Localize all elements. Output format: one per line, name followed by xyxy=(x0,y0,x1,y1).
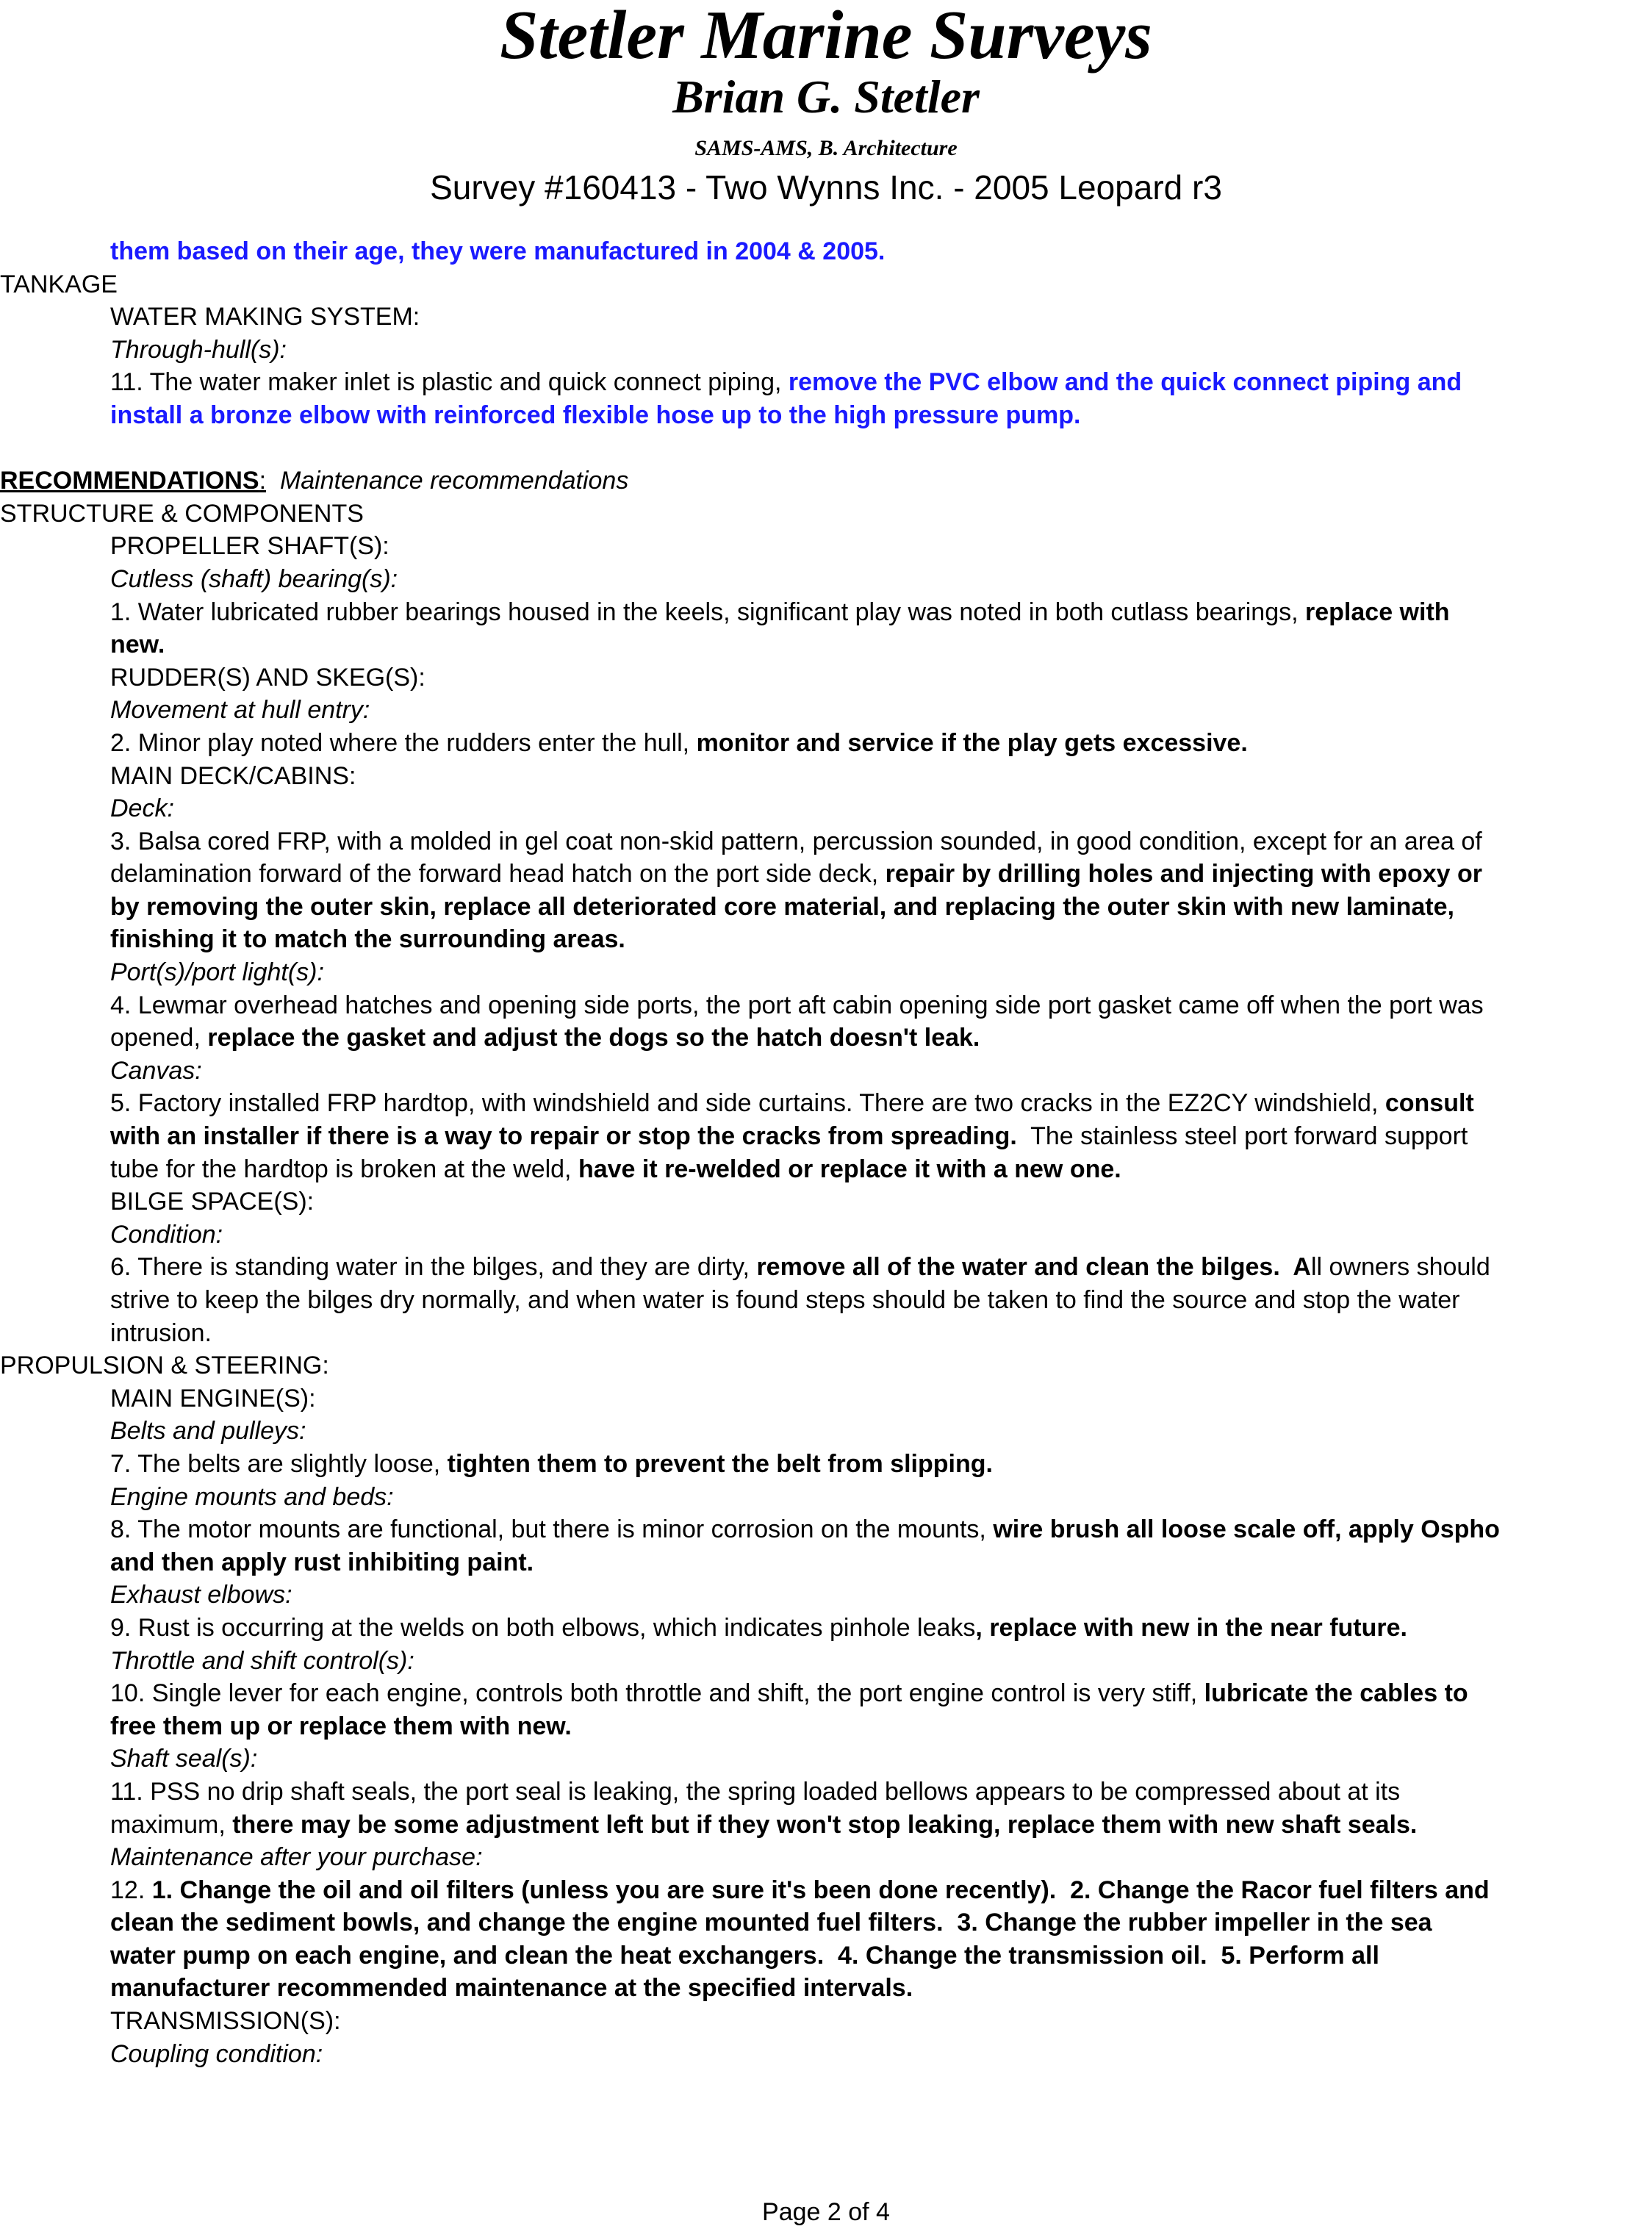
report-line xyxy=(0,1677,1652,1710)
heading-colon: : xyxy=(259,467,267,495)
finding-text: delamination forward of the forward head hatch on the port side deck, xyxy=(110,860,886,889)
recommendation-text: wire brush all loose scale off, apply Ospho xyxy=(993,1515,1500,1544)
item-heading: Coupling condition: xyxy=(110,2039,323,2068)
report-line xyxy=(0,235,1652,268)
item-heading: Shaft seal(s): xyxy=(110,1745,258,1773)
subsection-heading: WATER MAKING SYSTEM: xyxy=(110,303,420,331)
report-line xyxy=(0,1612,1652,1645)
recommendations-heading xyxy=(0,464,1652,498)
recommendation-text: replace with xyxy=(1305,597,1450,626)
recommendation-text: remove the PVC elbow and the quick connect piping and xyxy=(788,368,1462,397)
report-line xyxy=(0,1251,1652,1284)
finding-text: 11. The water maker inlet is plastic and quick connect piping, xyxy=(110,368,789,397)
finding-text: opened, xyxy=(110,1024,208,1052)
finding-text: 3. Balsa cored FRP, with a molded in gel coat non-skid pattern, percussion sounded, in good condition, except for an area of xyxy=(110,827,1482,855)
item-heading: Movement at hull entry: xyxy=(110,696,370,725)
finding-text: strive to keep the bilges dry normally, and when water is found steps should be taken to find the source and stop the water xyxy=(110,1286,1460,1314)
item-heading: Belts and pulleys: xyxy=(110,1417,306,1446)
finding-text: ll owners should xyxy=(1310,1253,1490,1282)
report-line xyxy=(0,1809,1652,1842)
finding-text: 5. Factory installed FRP hardtop, with windshield and side curtains. There are two cracks in the EZ2CY windshield, xyxy=(110,1089,1385,1118)
subsection-heading: TRANSMISSION(S): xyxy=(110,2007,341,2036)
recommendation-text: install a bronze elbow with reinforced flexible hose up to the high pressure pump. xyxy=(110,401,1081,429)
section-heading: STRUCTURE & COMPONENTS xyxy=(0,499,364,528)
subsection-heading: PROPELLER SHAFT(S): xyxy=(110,532,389,561)
recommendation-text: remove all of the water and clean the bilges. A xyxy=(756,1253,1311,1282)
item-heading: Canvas: xyxy=(110,1056,202,1085)
item-heading: Condition: xyxy=(110,1220,223,1249)
finding-text: 10. Single lever for each engine, controls both throttle and shift, the port engine control is very stiff, xyxy=(110,1679,1204,1708)
finding-text: 6. There is standing water in the bilges, and they are dirty, xyxy=(110,1253,757,1282)
recommendation-text: them based on their age, they were manufactured in 2004 & 2005. xyxy=(110,237,886,265)
report-line xyxy=(0,366,1652,399)
report-line xyxy=(0,727,1652,760)
survey-title: Survey #160413 - Two Wynns Inc. - 2005 Leopard r3 xyxy=(430,168,1222,207)
report-line xyxy=(0,1448,1652,1481)
item-heading: Deck: xyxy=(110,794,174,823)
recommendation-text: new. xyxy=(110,631,165,659)
finding-text: tube for the hardtop is broken at the weld, xyxy=(110,1155,578,1183)
report-line xyxy=(0,1022,1652,1055)
recommendation-text: and then apply rust inhibiting paint. xyxy=(110,1548,534,1576)
recommendation-text: clean the sediment bowls, and change the engine mounted fuel filters. 3. Change the rubber impeller in the sea xyxy=(110,1909,1432,1937)
finding-text: 7. The belts are slightly loose, xyxy=(110,1449,448,1478)
recommendation-text: , replace with new in the near future. xyxy=(975,1613,1407,1642)
recommendation-text: manufacturer recommended maintenance at the specified intervals. xyxy=(110,1974,913,2003)
finding-text: 4. Lewmar overhead hatches and opening side ports, the port aft cabin opening side port gasket came off when the port was xyxy=(110,991,1484,1019)
recommendation-text: lubricate the cables to xyxy=(1204,1679,1468,1708)
report-line xyxy=(0,1087,1652,1120)
report-line xyxy=(0,1513,1652,1546)
recommendations-subtitle: Maintenance recommendations xyxy=(279,467,629,495)
recommendation-text: repair by drilling holes and injecting with epoxy or xyxy=(885,860,1482,889)
surveyor-credentials: SAMS-AMS, B. Architecture xyxy=(694,136,958,160)
recommendation-text: replace the gasket and adjust the dogs so the hatch doesn't leak. xyxy=(207,1024,980,1052)
item-heading: Throttle and shift control(s): xyxy=(110,1646,414,1675)
finding-text: 11. PSS no drip shaft seals, the port seal is leaking, the spring loaded bellows appears to be compressed about at its xyxy=(110,1777,1401,1806)
recommendation-text: consult xyxy=(1385,1089,1474,1118)
recommendation-text: monitor and service if the play gets excessive. xyxy=(696,728,1248,757)
section-heading: PROPULSION & STEERING: xyxy=(0,1352,329,1380)
recommendation-text: 1. Change the oil and oil filters (unless you are sure it's been done recently). 2. Change the Racor fuel filters and xyxy=(151,1876,1490,1904)
item-heading: Maintenance after your purchase: xyxy=(110,1843,483,1872)
subsection-heading: MAIN DECK/CABINS: xyxy=(110,761,356,790)
item-heading: Port(s)/port light(s): xyxy=(110,958,324,987)
company-name: Stetler Marine Surveys xyxy=(500,0,1152,73)
finding-text: 12. xyxy=(110,1876,152,1904)
finding-text: intrusion. xyxy=(110,1318,212,1347)
page-number: Page 2 of 4 xyxy=(762,2198,890,2226)
recommendations-label: RECOMMENDATIONS xyxy=(0,467,259,495)
subsection-heading: BILGE SPACE(S): xyxy=(110,1188,315,1216)
report-line xyxy=(0,1874,1652,1907)
item-heading: Engine mounts and beds: xyxy=(110,1482,394,1511)
surveyor-name: Brian G. Stetler xyxy=(672,71,980,123)
recommendation-text: water pump on each engine, and clean the heat exchangers. 4. Change the transmission oil. 5. Perform all xyxy=(110,1941,1379,1970)
recommendation-text: free them up or replace them with new. xyxy=(110,1712,572,1740)
report-line xyxy=(0,399,1652,432)
recommendation-text: have it re-welded or replace it with a new one. xyxy=(578,1155,1121,1183)
report-line xyxy=(0,1153,1652,1186)
finding-text: The stainless steel port forward support xyxy=(1016,1122,1468,1151)
report-line xyxy=(0,596,1652,629)
section-heading: TANKAGE xyxy=(0,270,118,298)
spacer xyxy=(0,432,1652,465)
item-heading: Through-hull(s): xyxy=(110,335,287,364)
finding-text: 2. Minor play noted where the rudders enter the hull, xyxy=(110,728,697,757)
recommendation-text: tighten them to prevent the belt from slipping. xyxy=(447,1449,993,1478)
recommendation-text: with an installer if there is a way to repair or stop the cracks from spreading. xyxy=(110,1122,1017,1151)
recommendation-text: there may be some adjustment left but if they won't stop leaking, replace them with new shaft seals. xyxy=(232,1810,1418,1839)
report-body xyxy=(0,235,1652,2070)
report-line xyxy=(0,1120,1652,1153)
subsection-heading: MAIN ENGINE(S): xyxy=(110,1384,316,1413)
finding-text: maximum, xyxy=(110,1810,233,1839)
item-heading: Cutless (shaft) bearing(s): xyxy=(110,564,398,593)
finding-text: 9. Rust is occurring at the welds on both elbows, which indicates pinhole leaks xyxy=(110,1613,976,1642)
recommendation-text: finishing it to match the surrounding areas. xyxy=(110,925,625,954)
recommendation-text: by removing the outer skin, replace all deteriorated core material, and replacing the outer skin with new laminate, xyxy=(110,892,1454,921)
report-line xyxy=(0,858,1652,891)
finding-text: 8. The motor mounts are functional, but there is minor corrosion on the mounts, xyxy=(110,1515,994,1544)
subsection-heading: RUDDER(S) AND SKEG(S): xyxy=(110,663,425,692)
item-heading: Exhaust elbows: xyxy=(110,1581,292,1609)
finding-text: 1. Water lubricated rubber bearings housed in the keels, significant play was noted in both cutlass bearings, xyxy=(110,597,1306,626)
